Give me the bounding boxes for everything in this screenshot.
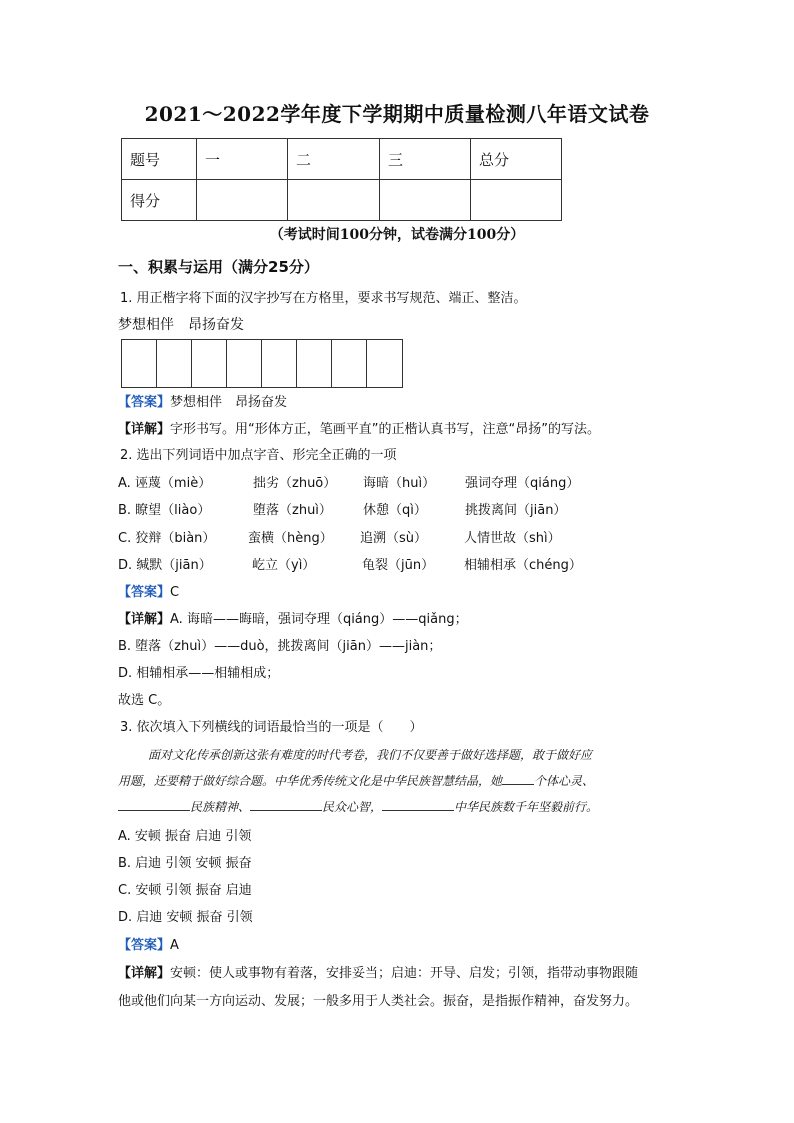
grid-cell[interactable] xyxy=(262,340,297,387)
score-input-cell[interactable] xyxy=(380,180,471,221)
score-table xyxy=(121,138,562,221)
passage-line: 面对文化传承创新这张有难度的时代考卷，我们不仅要善于做好选择题，敢于做好应 xyxy=(148,748,593,762)
grid-cell[interactable] xyxy=(332,340,367,387)
page-title: 2021～2022学年度下学期期中质量检测八年语文试卷 xyxy=(144,102,650,126)
fill-blank[interactable] xyxy=(382,798,454,811)
option-item: 相辅相承（chéng） xyxy=(464,558,582,573)
grid-cell[interactable] xyxy=(367,340,402,387)
table-cell: 二 xyxy=(288,139,380,180)
option-item[interactable]: B. 启迪 引领 安顿 振奋 xyxy=(118,856,252,871)
table-row xyxy=(122,139,562,180)
table-cell: 得分 xyxy=(122,180,197,221)
detail-text: 字形书写。用“形体方正，笔画平直”的正楷认真书写，注意“昂扬”的写法。 xyxy=(170,422,600,437)
passage-line xyxy=(118,798,598,815)
passage-text: 民族精神、 xyxy=(190,800,251,814)
question-stem: 3. 依次填入下列横线的词语最恰当的一项是（ ） xyxy=(120,720,423,735)
question-stem: 2. 选出下列词语中加点字音、形完全正确的一项 xyxy=(120,448,397,463)
exam-info: （考试时间100分钟，试卷满分100分） xyxy=(269,227,525,243)
option-item: 蛮横（hèng） xyxy=(248,531,333,546)
option-item[interactable]: D. 启迪 安顿 振奋 引领 xyxy=(118,910,253,925)
grid-cell[interactable] xyxy=(227,340,262,387)
score-input-cell[interactable] xyxy=(471,180,562,221)
table-cell: 一 xyxy=(197,139,288,180)
option-item: D. 缄默（jiān） xyxy=(118,558,212,573)
section-heading: 一、积累与运用（满分25分） xyxy=(118,258,319,276)
answer-text: C xyxy=(170,585,180,600)
answer-line xyxy=(118,581,179,600)
answer-label: 【答案】 xyxy=(118,585,171,600)
score-input-cell[interactable] xyxy=(288,180,380,221)
table-cell: 题号 xyxy=(122,139,197,180)
grid-cell[interactable] xyxy=(297,340,332,387)
table-row xyxy=(122,180,562,221)
passage-text: 用题，还要精于做好综合题。中华优秀传统文化是中华民族智慧结晶，她 xyxy=(118,774,503,788)
grid-cell[interactable] xyxy=(192,340,227,387)
answer-text: A xyxy=(170,938,179,953)
option-item: A. 诬蔑（miè） xyxy=(118,476,212,491)
copy-words: 梦想相伴 昂扬奋发 xyxy=(118,317,244,333)
passage-text: 民众心智， xyxy=(322,800,383,814)
option-item: 屹立（yì） xyxy=(252,558,316,573)
detail-text: 安顿：使人或事物有着落，安排妥当；启迪：开导、启发；引领，指带动事物跟随 xyxy=(170,966,639,981)
grid-cell[interactable] xyxy=(122,340,157,387)
option-item: C. 狡辩（biàn） xyxy=(118,531,216,546)
option-item: 堕落（zhuì） xyxy=(253,503,332,518)
option-item[interactable]: C. 安顿 引领 振奋 启迪 xyxy=(118,883,252,898)
score-input-cell[interactable] xyxy=(197,180,288,221)
option-item: 追溯（sù） xyxy=(360,531,428,546)
answer-line xyxy=(118,391,287,410)
answer-label: 【答案】 xyxy=(118,395,171,410)
passage-text: 中华民族数千年坚毅前行。 xyxy=(454,800,599,814)
detail-line xyxy=(118,962,638,981)
detail-text: A. 诲暗——晦暗，强词夺理（qiáng）——qiǎng； xyxy=(170,612,468,627)
detail-text: D. 相辅相承——相辅相成； xyxy=(118,666,280,681)
table-cell: 总分 xyxy=(471,139,562,180)
grid-cell[interactable] xyxy=(157,340,192,387)
option-item: 龟裂（jūn） xyxy=(362,558,435,573)
fill-blank[interactable] xyxy=(118,798,190,811)
table-cell: 三 xyxy=(380,139,471,180)
detail-text: 故选 C。 xyxy=(118,693,171,708)
fill-blank[interactable] xyxy=(502,772,534,785)
option-item: 诲暗（huì） xyxy=(363,476,436,491)
option-item: 拙劣（zhuō） xyxy=(253,476,337,491)
option-item: 挑拨离间（jiān） xyxy=(465,503,567,518)
passage-text: 个体心灵、 xyxy=(534,774,595,788)
detail-text: B. 堕落（zhuì）——duò，挑拨离间（jiān）——jiàn； xyxy=(118,639,442,654)
option-item: 人情世故（shì） xyxy=(464,531,561,546)
writing-grid[interactable] xyxy=(121,339,403,388)
detail-label: 【详解】 xyxy=(118,422,171,437)
fill-blank[interactable] xyxy=(250,798,322,811)
detail-line xyxy=(118,608,468,627)
detail-label: 【详解】 xyxy=(118,612,171,627)
detail-label: 【详解】 xyxy=(118,966,171,981)
detail-line xyxy=(118,418,600,437)
passage-line xyxy=(118,772,594,789)
answer-label: 【答案】 xyxy=(118,938,171,953)
answer-line xyxy=(118,934,179,953)
option-item: 强词夺理（qiáng） xyxy=(465,476,580,491)
option-item: B. 瞭望（liào） xyxy=(118,503,211,518)
answer-text: 梦想相伴 昂扬奋发 xyxy=(170,395,288,410)
detail-text: 他或他们向某一方向运动、发展；一般多用于人类社会。振奋，是指振作精神，奋发努力。 xyxy=(118,994,639,1009)
option-item: 休憩（qì） xyxy=(363,503,427,518)
option-item[interactable]: A. 安顿 振奋 启迪 引领 xyxy=(118,829,252,844)
question-stem: 1. 用正楷字将下面的汉字抄写在方格里，要求书写规范、端正、整洁。 xyxy=(120,291,527,306)
